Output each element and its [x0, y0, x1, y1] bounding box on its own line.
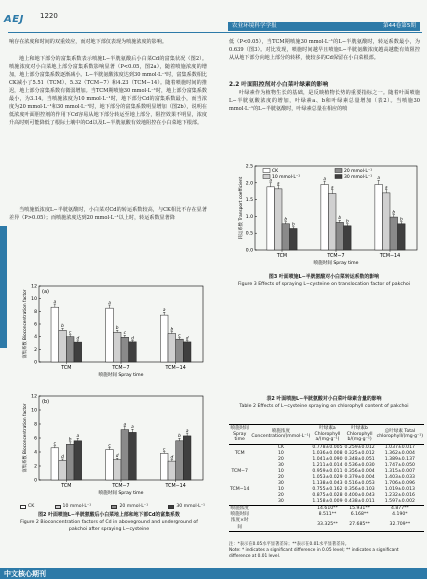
significance-letter: b: [399, 217, 403, 223]
significance-letter: a: [53, 299, 57, 305]
journal-banner: [228, 22, 420, 31]
table-2-title: [229, 396, 419, 410]
y-tick-label: 4: [34, 335, 37, 341]
table-cell: 30: [277, 462, 284, 468]
y-tick-label: 2: [34, 347, 37, 353]
y-tick-label: 0.5: [245, 231, 253, 237]
legend-item: [20, 504, 34, 509]
significance-letter: b: [178, 434, 181, 440]
figure-3-caption: [229, 274, 419, 288]
table-header-cell: 总叶绿素 Total chlorophyll/(mg·g⁻¹): [376, 425, 424, 445]
bar: [375, 184, 383, 250]
table-cell: 14.610**: [311, 505, 343, 512]
legend-label: 30 mmol·L⁻¹: [176, 504, 205, 509]
y-tick-label: 0: [34, 478, 37, 484]
figure-3-caption-cn: 图3 叶面喷施L−半胱氨酸对小白菜转运系数的影响: [268, 274, 380, 280]
significance-letter: c: [68, 330, 72, 336]
bar: [160, 315, 168, 362]
bar: [183, 436, 191, 480]
table-cell: TCM−7: [231, 468, 248, 474]
bar: [106, 308, 114, 362]
table-cell: 4.877**: [376, 505, 424, 512]
legend-swatch: [335, 169, 342, 173]
y-tick-label: 1.0: [245, 214, 253, 220]
bar: [66, 444, 74, 480]
table-cell: 1.037±0.017: [384, 444, 415, 450]
x-tick-label: TCM−14: [165, 484, 186, 489]
significance-letter: b: [291, 222, 295, 228]
table-cell: 4.190*: [392, 511, 408, 517]
significance-letter: b: [61, 324, 64, 330]
legend-label: 20 mmol·L⁻¹: [344, 169, 373, 174]
table-header-cell: 叶绿素a Chlorophyll a/(mg·g⁻¹): [311, 425, 343, 445]
table-cell: 0.259±0.012: [344, 444, 375, 450]
legend-swatch: [111, 505, 117, 509]
x-tick-label: TCM−7: [327, 254, 345, 259]
bar: [113, 332, 121, 362]
table-cell: 浓度×时间: [230, 518, 249, 530]
table-cell: 0.516±0.053: [344, 480, 375, 486]
table-cell: 1.597±0.002: [384, 498, 415, 504]
table-cell: 1.232±0.016: [384, 492, 415, 498]
significance-letter: d: [76, 336, 80, 342]
bar: [51, 307, 59, 362]
table-cell: 0.356±0.103: [344, 486, 375, 492]
figure-3-chart: [229, 160, 421, 270]
bar: [121, 430, 129, 480]
figure-2-caption: [14, 512, 204, 533]
significance-letter: b: [338, 216, 342, 222]
legend-label: 10 mmol·L⁻¹: [272, 175, 301, 180]
journal-logo: AEJ: [4, 14, 24, 25]
table-cell: 20: [277, 474, 284, 480]
y-tick-label: 6: [34, 322, 37, 328]
table-2-title-en: Table 2 Effects of L−cysteine spraying on chlorophyll content of pakchoi: [239, 404, 409, 409]
x-tick-label: TCM−7: [112, 484, 130, 489]
table-cell: 0.959±0.011: [312, 468, 343, 474]
legend-item: [168, 504, 205, 509]
bar: [382, 193, 390, 250]
bar: [106, 450, 114, 480]
significance-letter: a: [123, 422, 127, 428]
y-tick-label: 4: [34, 450, 37, 456]
table-cell: TCM: [234, 450, 245, 456]
bar: [129, 432, 137, 480]
bar: [51, 448, 59, 480]
significance-letter: d: [61, 454, 64, 460]
significance-letter: c: [108, 443, 111, 449]
y-tick-label: 2: [34, 464, 37, 470]
x-tick-label: TCM−7: [112, 366, 130, 371]
y-axis-label: 富集系数 Bioconcentration factor: [23, 289, 28, 359]
legend-label: 10 mmol·L⁻¹: [62, 504, 92, 509]
significance-letter: b: [284, 217, 288, 223]
bar: [74, 342, 82, 362]
core-journal-logo: 中文核心期刊: [4, 570, 46, 578]
bar: [121, 337, 129, 362]
legend-label: CK: [272, 169, 279, 174]
bar: [168, 461, 176, 480]
panel-label: (a): [42, 289, 49, 295]
table-cell: 1.158±0.009: [312, 498, 343, 504]
table-2-note-cn: 注：*表示在0.05水平显著差异；**表示在0.01水平显著差异。: [229, 542, 350, 547]
legend-swatch: [168, 505, 174, 509]
significance-letter: a: [269, 178, 272, 184]
legend-label: 30 mmol·L⁻¹: [344, 175, 373, 180]
bar: [267, 187, 275, 250]
table-cell: 6.168**: [350, 511, 369, 517]
bar: [321, 184, 329, 250]
figure-2b-chart: [13, 392, 207, 500]
table-cell: 1.053±0.029: [312, 474, 343, 480]
table-cell: 1.036±0.008: [312, 450, 343, 456]
table-cell: 1.389±0.137: [384, 456, 415, 462]
significance-letter: b: [345, 219, 349, 225]
table-cell: 1.403±0.033: [384, 474, 415, 480]
significance-letter: a: [377, 176, 380, 182]
table-cell: [250, 505, 311, 512]
table-cell: 0.348±0.051: [344, 456, 375, 462]
table-cell: 喷施时间: [230, 511, 249, 517]
table-header-cell: 喷施浓度 Concentration/(mmol·L⁻¹): [250, 425, 311, 445]
bar: [183, 342, 191, 362]
table-cell: 30: [277, 498, 284, 504]
header-rule: [8, 32, 422, 33]
table-cell: 0.778±0.005: [312, 444, 343, 450]
table-2-header-row: [229, 425, 424, 445]
bar: [113, 460, 121, 480]
bar: [74, 441, 82, 480]
table-cell: CK: [277, 444, 284, 450]
y-tick-label: 1.5: [245, 198, 253, 204]
x-tick-label: TCM−14: [379, 254, 401, 259]
significance-letter: d: [170, 455, 174, 461]
y-tick-label: 8: [34, 309, 37, 315]
significance-letter: a: [323, 176, 326, 182]
significance-letter: a: [131, 425, 134, 431]
legend-swatch: [55, 505, 61, 509]
right-paragraph-2: 叶绿素作为植物生长的基础，是反映植物长势的重要指标之一。随着叶面喷施L−半胱氨酸浓度的增加，叶绿素a、b和叶绿素总量增加（表2）。当喷施30 mmol·L⁻¹的L−半胱氨酸时，叶绿素总量在相应的喷: [229, 90, 420, 112]
table-cell: 0.356±0.004: [344, 468, 375, 474]
bar: [274, 189, 282, 250]
y-tick-label: 6: [34, 436, 37, 442]
legend-item: [111, 504, 148, 509]
significance-letter: b: [392, 210, 396, 216]
table-2: [229, 424, 424, 532]
table-cell: 1.211±0.014: [312, 462, 343, 468]
table-cell: [250, 518, 311, 531]
y-tick-label: 0: [34, 360, 37, 366]
left-paragraph-3: 当喷施低浓度L−半胱氨酸时，小白菜对Cd的转运系数较高，与CK相比不存在显著差异（P>0.05）；而喷施浓度达到20 mmol·L⁻¹以上时，转运系数显著降: [9, 207, 207, 221]
bar: [390, 217, 398, 250]
figure-3-caption-en: Figure 3 Effects of spraying L−cysteine on translocation factor of pakchoi: [237, 282, 411, 287]
significance-letter: a: [185, 428, 189, 434]
table-cell: 10: [277, 450, 284, 456]
y-tick-label: 2.0: [245, 181, 253, 187]
table-cell: 8.511**: [318, 511, 337, 517]
significance-letter: a: [330, 185, 334, 191]
bar: [59, 460, 67, 480]
table-cell: 0.400±0.043: [344, 492, 375, 498]
significance-letter: a: [384, 185, 388, 191]
bar: [176, 339, 184, 362]
significance-letter: a: [162, 308, 166, 314]
figure-2a-chart: [13, 282, 207, 382]
table-cell: TCM−14: [230, 486, 250, 492]
table-2-note: [229, 542, 419, 560]
y-tick-label: 12: [31, 284, 37, 290]
bar: [336, 222, 344, 250]
legend-swatch: [20, 505, 26, 509]
significance-letter: a: [76, 434, 80, 440]
table-cell: 33.325**: [311, 518, 343, 531]
significance-letter: b: [170, 327, 174, 333]
significance-letter: b: [68, 437, 72, 443]
bottom-strip: [0, 568, 427, 579]
section-heading: 2.2 叶面阻控剂对小白菜叶绿素的影响: [229, 82, 329, 88]
bar: [328, 194, 336, 250]
table-cell: 30: [277, 480, 284, 486]
legend-label: 20 mmol·L⁻¹: [119, 504, 149, 509]
significance-letter: a: [108, 300, 111, 306]
bar: [160, 453, 168, 480]
x-tick-label: TCM: [61, 366, 72, 371]
page-number: 1220: [40, 12, 58, 20]
x-axis-label: 喷施时间 Spray time: [313, 261, 359, 266]
table-cell: 0.536±0.030: [344, 462, 375, 468]
y-tick-label: 10: [31, 408, 37, 414]
x-axis-label: 喷施时间 Spray time: [98, 373, 144, 378]
bar: [344, 226, 352, 250]
y-tick-label: 10: [31, 297, 37, 303]
bar: [282, 224, 290, 250]
y-axis-label: 转运系数 Transport coefficient: [239, 176, 244, 240]
table-cell: 1.138±0.043: [312, 480, 343, 486]
y-tick-label: 0.0: [245, 248, 253, 254]
y-tick-label: 12: [31, 394, 37, 400]
bar: [290, 228, 298, 250]
table-cell: 1.041±0.090: [312, 456, 343, 462]
table-cell: 10: [277, 486, 284, 492]
bar: [66, 337, 74, 362]
significance-letter: d: [115, 454, 119, 460]
table-cell: 1.315±0.007: [384, 468, 415, 474]
significance-letter: b: [115, 326, 119, 332]
table-stat-row: [229, 518, 424, 531]
table-header-cell: 叶绿素b Chlorophyll b/(mg·g⁻¹): [344, 425, 376, 445]
table-cell: 20: [277, 456, 284, 462]
table-cell: 32.709**: [376, 518, 424, 531]
table-cell: 喷施浓度: [230, 505, 249, 511]
table-cell: 0.379±0.004: [344, 474, 375, 480]
journal-name: 农业环境科学学报: [232, 23, 277, 29]
table-cell: 15.931**: [344, 505, 376, 512]
side-accent-bar: [0, 226, 7, 348]
legend-item: [55, 504, 92, 509]
table-cell: 0.325±0.012: [344, 450, 375, 456]
figure-2-legend: [20, 504, 205, 509]
bar: [398, 224, 406, 250]
table-header-cell: 喷施时间 Spray time: [230, 426, 249, 442]
table-cell: 20: [277, 492, 284, 498]
bar: [59, 330, 67, 362]
left-paragraph-2: 地上和地下部分的富集系数表示喷施L−半胱氨酸后小白菜Cd的富集状况（图2）。喷施浓度对小白菜地上部分富集系数影响显著（P<0.05，图2a），随着喷施浓度的增加，地上部分富集系数逐渐减小。L−半胱氨酸浓度达到30 mmol·L⁻¹时，富集系数相比CK减小了5.51（TCM）、5.32（TCM−7）和4.23（TCM−14）。随着喷施时间的推迟，地上部分富集系数有微弱增加。当TCM期喷施30 mmol·L⁻¹时，地上部分富集系数最小，为3.14。当喷施浓度为10 mmol·L⁻¹时，地下部分Cd的富集系数最小，而当浓度为20 mmol·L⁻¹和30 mmol·L⁻¹时，地下部分的富集系数明显增加（图2b），说明在低浓度叶面胆控剂的作用下Cd容易从地下部分转运至地上部分，阻控效果不明显，浓度升高时则可能降低了根际土壤中的Cd以及L−半胱氨酸有效地阻控在小白菜地下根部。: [9, 56, 207, 126]
table-cell: 0.875±0.028: [312, 492, 343, 498]
significance-letter: c: [53, 441, 57, 447]
bar: [176, 441, 184, 480]
significance-letter: c: [178, 333, 181, 339]
table-cell: 27.685**: [344, 518, 376, 531]
figure-2-caption-cn: 图2 叶面喷施L−半胱氨酸后小白菜地上部和地下部Cd的富集系数: [38, 512, 180, 518]
panel-label: (b): [42, 399, 50, 405]
bar: [129, 342, 137, 362]
bar: [168, 334, 176, 363]
y-tick-label: 8: [34, 422, 37, 428]
table-2-title-cn: 表2 叶面喷施L−半胱氨酸对小白菜叶绿素含量的影响: [266, 396, 382, 402]
table-2-body: [229, 444, 424, 532]
legend-swatch: [335, 175, 342, 179]
y-tick-label: 2.5: [245, 164, 253, 170]
table-cell: 1.019±0.013: [384, 486, 415, 492]
legend-label: CK: [28, 504, 35, 509]
significance-letter: d: [185, 336, 189, 342]
y-axis-label: 富集系数 Bioconcentration factor: [23, 403, 28, 473]
table-cell: 1.706±0.096: [384, 480, 415, 486]
legend-swatch: [263, 169, 270, 173]
table-cell: 1.362±0.004: [384, 450, 415, 456]
significance-letter: c: [162, 447, 166, 453]
significance-letter: a: [276, 181, 280, 187]
significance-letter: c: [123, 331, 127, 337]
right-paragraph-1: 低（P<0.05），当TCM期喷施30 mmol·L⁻¹的L−半胱氨酸时，转运系数最小，为0.639（图3）。对比发现，喷施时间越早且喷施L−半胱氨酸浓度越高越能有效阻控从从地下部分向地上部分的转移，使较多的Cd保留在小白菜根部。: [229, 39, 420, 61]
table-cell: 10: [277, 468, 284, 474]
significance-letter: d: [131, 336, 134, 342]
journal-volume: 第44卷第5期: [382, 23, 416, 29]
x-tick-label: TCM: [61, 484, 72, 489]
table-cell: 0.438±0.011: [344, 498, 375, 504]
left-paragraph-1: 响存在浓度和时间的双重效应，而对地下部仅表现为喷施浓度的影响。: [9, 39, 167, 45]
table-cell: 0.755±0.162: [312, 486, 343, 492]
x-axis-label: 喷施时间 Spray time: [98, 491, 144, 496]
x-tick-label: TCM: [276, 254, 288, 259]
table-2-note-en: Note: * indicates a significant difference in 0.05 level; ** indicates a significant difference at 0.01 level.: [229, 548, 399, 559]
x-tick-label: TCM−14: [165, 366, 186, 371]
legend-swatch: [263, 175, 270, 179]
table-cell: 1.747±0.050: [384, 462, 415, 468]
table-stat-row: [229, 505, 424, 512]
figure-2-caption-en: Figure 2 Bioconcentration factors of Cd in aboveground and underground of pakchoi after spraying L−cysteine: [20, 520, 198, 532]
